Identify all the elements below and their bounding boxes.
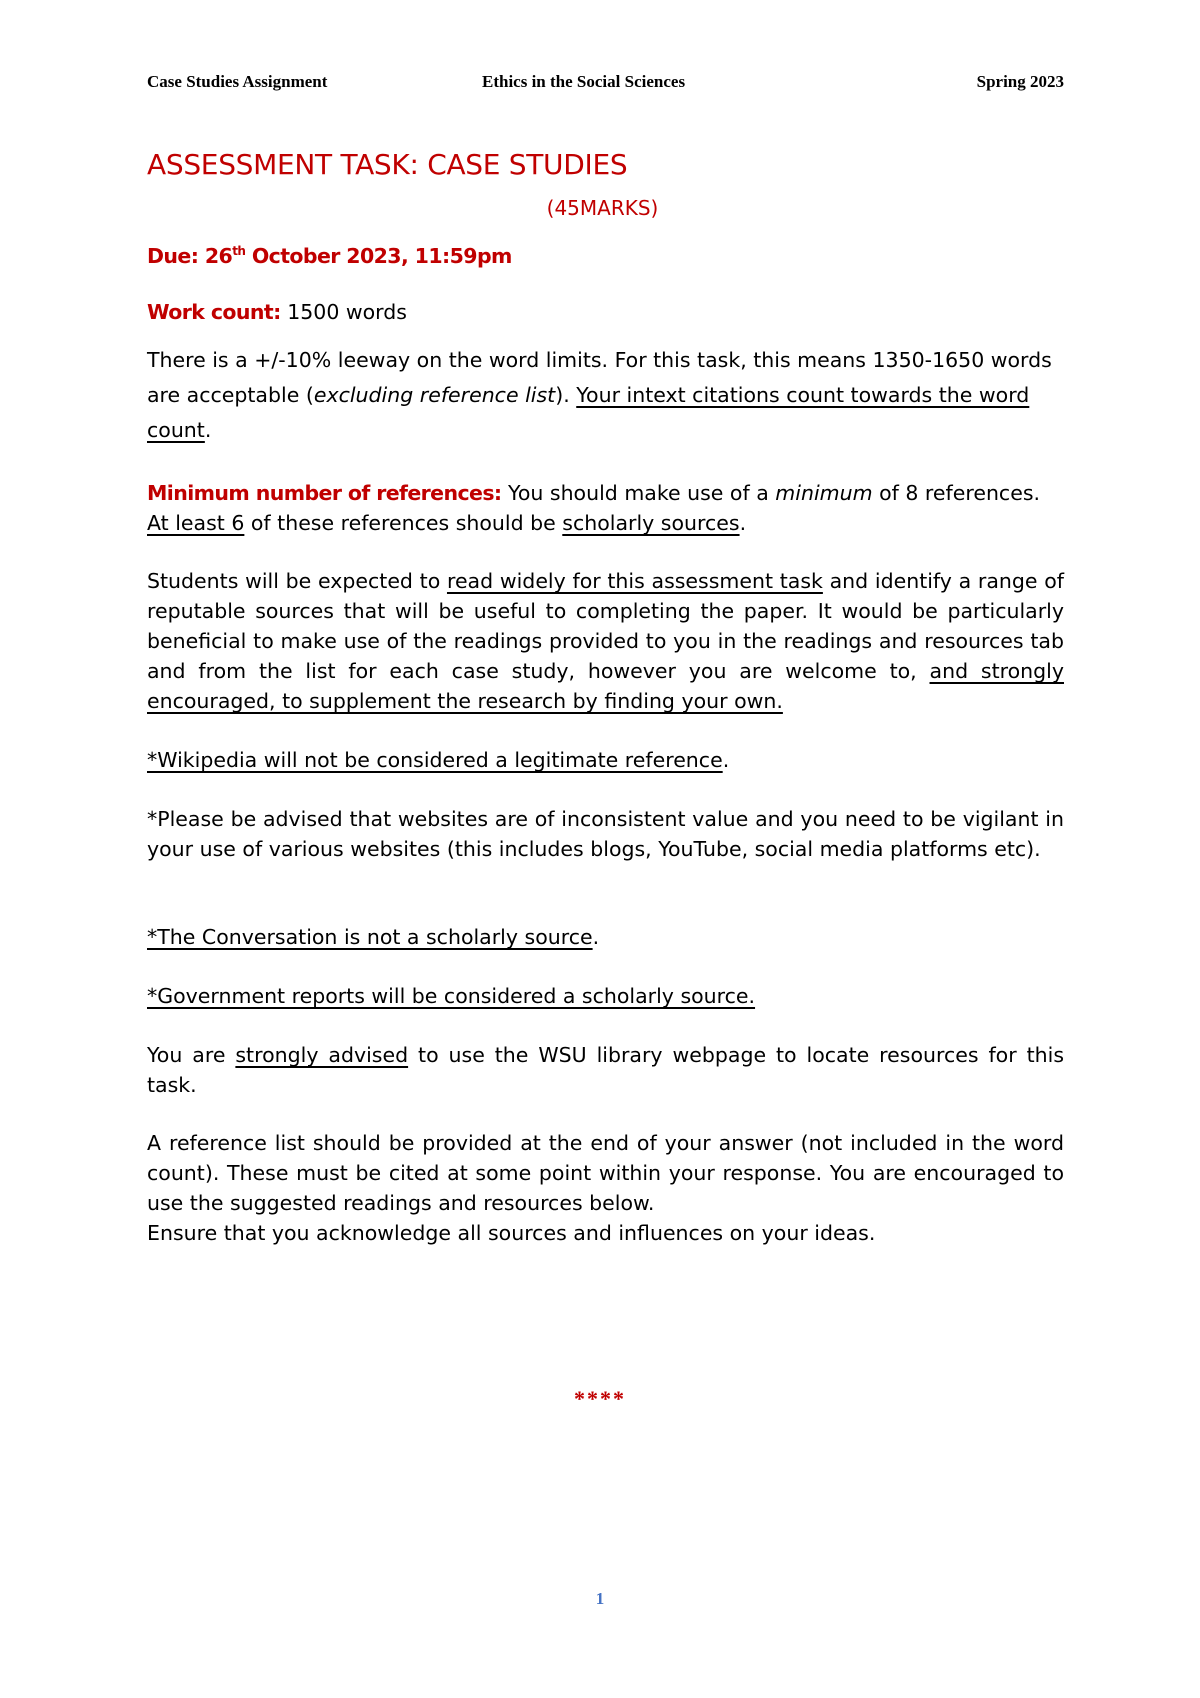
reading-underline-1: read widely for this assessment task: [446, 569, 823, 593]
leeway-text-2: ).: [555, 383, 577, 407]
leeway-italic: excluding reference list: [313, 383, 556, 407]
references-paragraph: [147, 478, 1064, 538]
references-text-3: of these references should be: [244, 511, 563, 535]
websites-note: *Please be advised that websites are of inconsistent value and you need to be vigilant in your use of various websites (this includes blogs, YouTube, social media platforms etc).: [147, 807, 1064, 861]
conversation-underlined: *The Conversation is not a scholarly source: [147, 925, 593, 949]
due-prefix: Due: 26: [147, 244, 233, 268]
references-text-2: of 8 references.: [872, 481, 1041, 505]
leeway-text: There is a +/-10% leeway on the word limits. For this task, this means 1350-1650 words are acceptable (: [147, 348, 1052, 407]
leeway-text-3: .: [204, 418, 212, 442]
reading-text: Students will be expected to: [147, 569, 447, 593]
government-underlined: *Government reports will be considered a scholarly source.: [147, 984, 756, 1008]
reading-paragraph: [147, 566, 1064, 716]
reference-list-note: [147, 1128, 1064, 1248]
section-divider-stars: ****: [574, 1386, 626, 1411]
leeway-paragraph: [147, 343, 1064, 448]
reading-text-2: and identify a range of reputable sources that will be useful to completing the paper. It would be particularly beneficial to make use of the readings provided to you in the readings and resources tab and from the list for each case study, however you are welcome to,: [147, 569, 1064, 683]
conversation-tail: .: [592, 925, 600, 949]
references-text-4: .: [739, 511, 747, 535]
page-number: 1: [595, 1589, 605, 1608]
page-header: [147, 72, 1064, 98]
wikipedia-underlined: *Wikipedia will not be considered a legitimate reference: [147, 748, 723, 772]
library-note: [147, 1040, 1064, 1100]
word-count-value: 1500 words: [280, 300, 407, 324]
reference-list-line-2: Ensure that you acknowledge all sources and influences on your ideas.: [147, 1221, 876, 1245]
word-count: [147, 296, 1064, 328]
library-underlined: strongly advised: [235, 1043, 409, 1067]
references-underline-1: At least 6: [147, 511, 245, 535]
government-note: [147, 981, 1064, 1011]
wikipedia-note: [147, 745, 1064, 775]
references-italic: minimum: [775, 481, 873, 505]
references-underline-2: scholarly sources: [562, 511, 740, 535]
reference-list-paragraph: A reference list should be provided at the end of your answer (not included in the word count). These must be cited at some point within your response. You are encouraged to use the suggested readings and resources below.: [147, 1131, 1064, 1215]
marks-label: (45MARKS): [546, 196, 659, 220]
due-date: [147, 240, 1064, 272]
header-term: Spring 2023: [976, 72, 1064, 91]
word-count-label: Work count:: [147, 300, 281, 324]
header-course-left: Case Studies Assignment: [147, 72, 328, 91]
due-suffix: October 2023, 11:59pm: [245, 244, 512, 268]
references-label: Minimum number of references:: [147, 481, 502, 505]
header-subject: Ethics in the Social Sciences: [482, 72, 686, 91]
leeway-underlined: Your intext citations count towards the word count: [147, 383, 1030, 442]
references-text: You should make use of a: [501, 481, 776, 505]
reading-underline-2: and strongly encouraged, to supplement the research by finding your own.: [147, 659, 1064, 713]
conversation-note: [147, 922, 1064, 952]
due-sup: th: [232, 244, 246, 259]
library-text: You are: [147, 1043, 236, 1067]
wikipedia-tail: .: [722, 748, 730, 772]
library-text-2: to use the WSU library webpage to locate resources for this task.: [147, 1043, 1064, 1097]
page-title: ASSESSMENT TASK: CASE STUDIES: [147, 148, 628, 181]
